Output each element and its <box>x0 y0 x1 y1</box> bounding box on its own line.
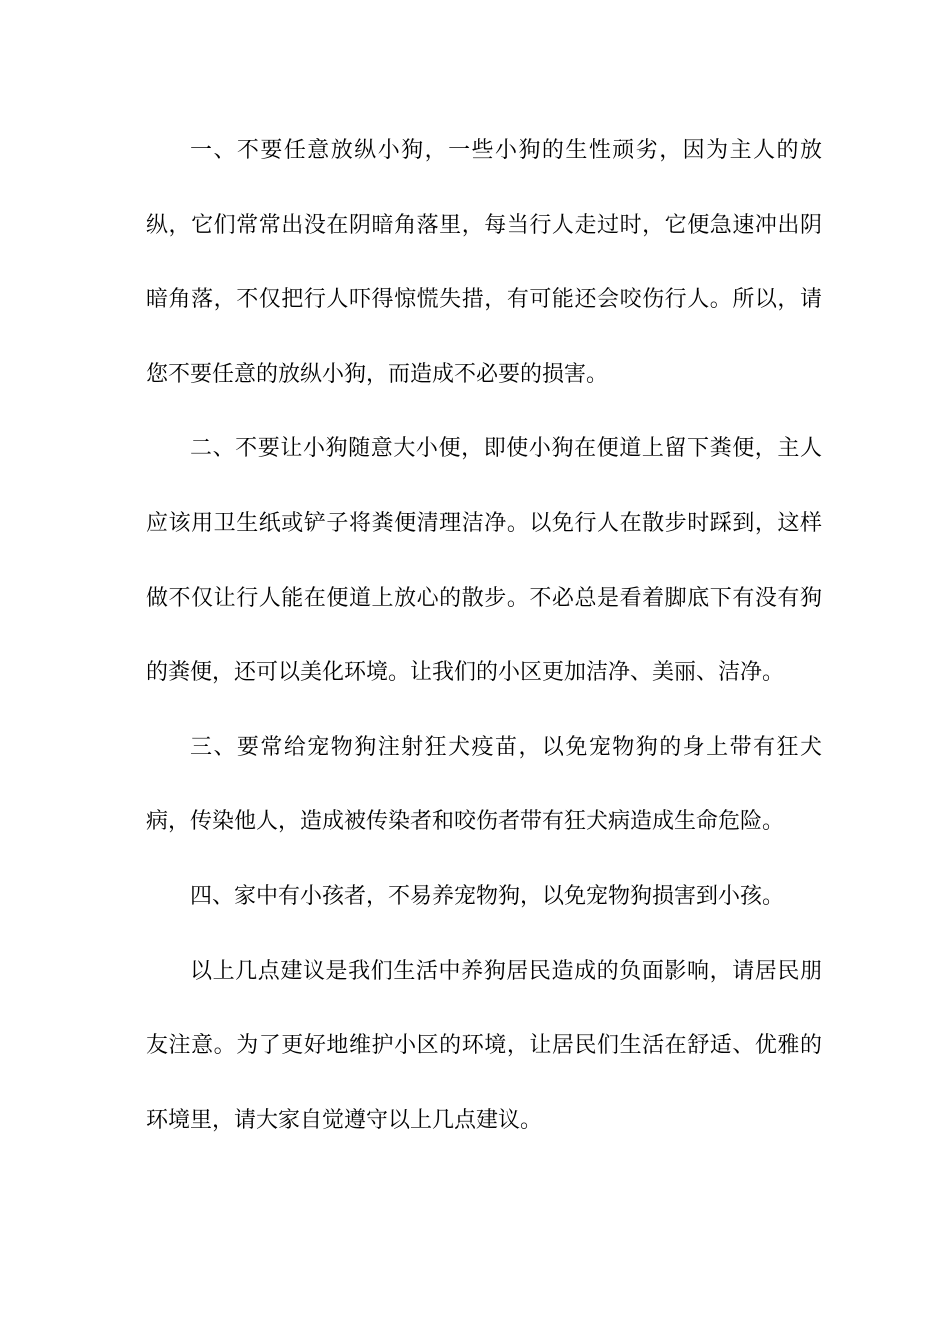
paragraph-3: 三、要常给宠物狗注射狂犬疫苗，以免宠物狗的身上带有狂犬病，传染他人，造成被传染者和咬伤者带有狂犬病造成生命危险。 <box>146 734 822 835</box>
document-body <box>146 114 822 1158</box>
paragraph-1: 一、不要任意放纵小狗，一些小狗的生性顽劣，因为主人的放纵，它们常常出没在阴暗角落里，每当行人走过时，它便急速冲出阴暗角落，不仅把行人吓得惊慌失措，有可能还会咬伤行人。所以，请您不要任意的放纵小狗，而造成不必要的损害。 <box>146 138 822 387</box>
paragraph-5: 以上几点建议是我们生活中养狗居民造成的负面影响，请居民朋友注意。为了更好地维护小区的环境，让居民们生活在舒适、优雅的环境里，请大家自觉遵守以上几点建议。 <box>146 958 822 1133</box>
paragraph-2: 二、不要让小狗随意大小便，即使小狗在便道上留下粪便，主人应该用卫生纸或铲子将粪便清理洁净。以免行人在散步时踩到，这样做不仅让行人能在便道上放心的散步。不必总是看着脚底下有没有狗的粪便，还可以美化环境。让我们的小区更加洁净、美丽、洁净。 <box>146 436 822 686</box>
paragraph-4: 四、家中有小孩者，不易养宠物狗，以免宠物狗损害到小孩。 <box>190 883 785 909</box>
